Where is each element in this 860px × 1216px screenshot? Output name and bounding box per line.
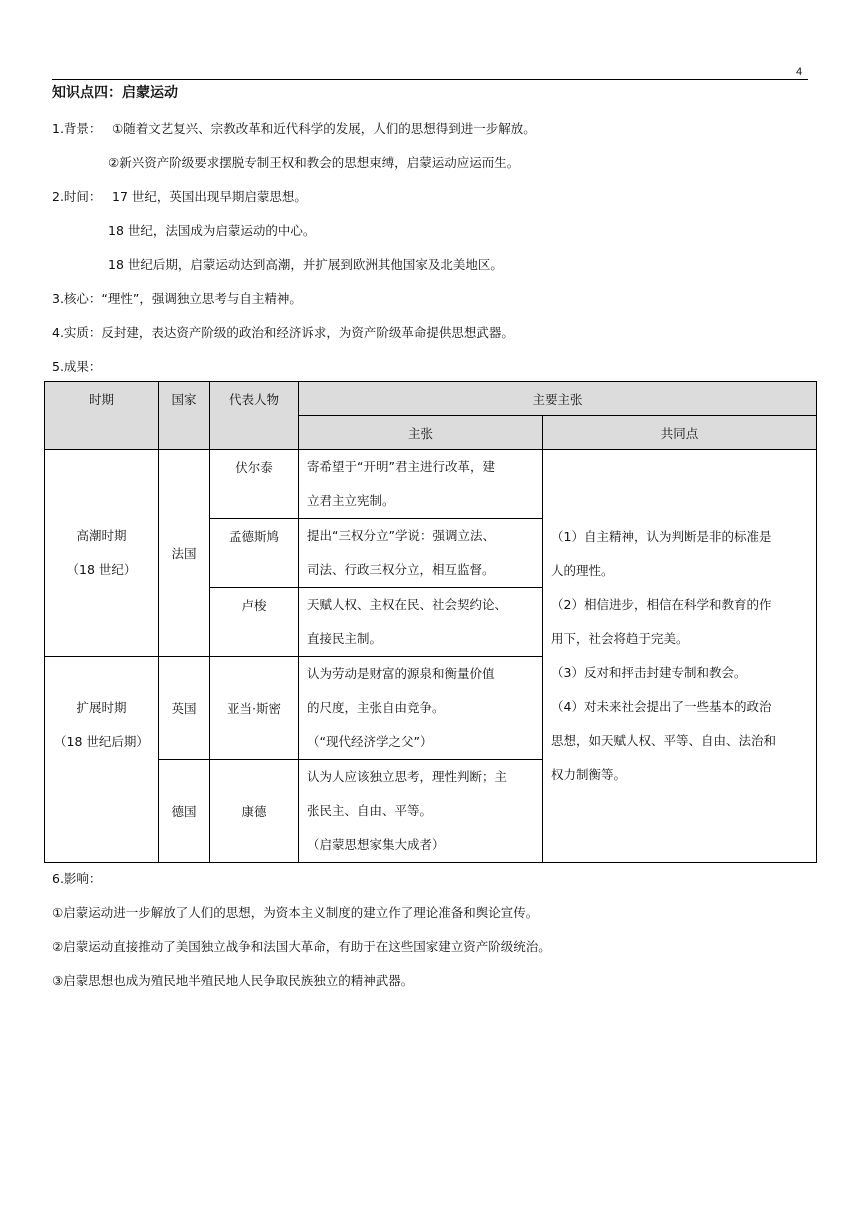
time-item-3: 18 世纪后期，启蒙运动达到高潮，并扩展到欧洲其他国家及北美地区。 [108,257,503,272]
section-title: 知识点四：启蒙运动 [52,85,178,101]
results-label: 5.成果： [52,359,102,374]
claim-line: 天赋人权、主权在民、社会契约论、 [307,597,508,612]
impact-item-1: ①启蒙运动进一步解放了人们的思想，为资本主义制度的建立作了理论准备和舆论宣传。 [52,905,539,920]
country-cell: 法国 [159,450,210,657]
country-cell: 英国 [159,657,210,760]
period-cell-1 [45,450,159,657]
common-line: （2）相信进步，相信在科学和教育的作 [551,597,772,612]
period-cell-2 [45,657,159,863]
impact-label: 6.影响： [52,871,102,886]
header-claim: 主张 [299,416,543,450]
claim-cell [299,760,543,863]
period-label: 高潮时期 [76,528,127,543]
claim-line: （启蒙思想家集大成者） [307,837,445,852]
core-line: 3.核心：“理性”，强调独立思考与自主精神。 [52,291,302,306]
results-table [44,381,817,863]
time-label: 2.时间： [52,189,102,204]
figure-cell: 卢梭 [210,588,299,657]
header-rule [52,79,808,80]
figure-cell: 孟德斯鸠 [210,519,299,588]
figure-cell: 伏尔泰 [210,450,299,519]
essence-line: 4.实质：反封建，表达资产阶级的政治和经济诉求，为资产阶级革命提供思想武器。 [52,325,514,340]
time-item-2: 18 世纪，法国成为启蒙运动的中心。 [108,223,316,238]
header-common: 共同点 [543,416,817,450]
claim-line: 寄希望于“开明”君主进行改革，建 [307,459,495,474]
claim-line: 直接民主制。 [307,631,383,646]
period-label: 扩展时期 [76,700,127,715]
claim-line: 的尺度，主张自由竞争。 [307,700,445,715]
period-sublabel: （18 世纪后期） [54,734,149,749]
claim-cell [299,657,543,760]
claim-line: 提出“三权分立”学说：强调立法、 [307,528,495,543]
figure-cell: 亚当·斯密 [210,657,299,760]
claim-line: 立君主立宪制。 [307,493,395,508]
header-figure: 代表人物 [210,382,299,450]
common-line: 用下，社会将趋于完美。 [551,631,689,646]
claim-cell [299,588,543,657]
time-item-1: 17 世纪，英国出现早期启蒙思想。 [112,189,307,204]
claim-line: 张民主、自由、平等。 [307,803,433,818]
impact-item-3: ③启蒙思想也成为殖民地半殖民地人民争取民族独立的精神武器。 [52,973,414,988]
common-line: 思想，如天赋人权、平等、自由、法治和 [551,733,777,748]
claim-line: 认为劳动是财富的源泉和衡量价值 [307,666,495,681]
country-cell: 德国 [159,760,210,863]
common-line: （4）对未来社会提出了一些基本的政治 [551,699,772,714]
impact-item-2: ②启蒙运动直接推动了美国独立战争和法国大革命，有助于在这些国家建立资产阶级统治。 [52,939,551,954]
common-line: （3）反对和抨击封建专制和教会。 [551,665,747,680]
header-country: 国家 [159,382,210,450]
header-main: 主要主张 [299,382,817,416]
background-label: 1.背景： [52,121,102,136]
claim-cell [299,450,543,519]
claim-line: 认为人应该独立思考，理性判断；主 [307,769,508,784]
common-line: （1）自主精神，认为判断是非的标准是 [551,529,772,544]
background-item-1: ①随着文艺复兴、宗教改革和近代科学的发展，人们的思想得到进一步解放。 [112,121,536,136]
header-period: 时期 [45,382,159,450]
claim-line: （“现代经济学之父”） [307,734,433,749]
common-line: 权力制衡等。 [551,767,627,782]
background-item-2: ②新兴资产阶级要求摆脱专制王权和教会的思想束缚，启蒙运动应运而生。 [108,155,520,170]
claim-line: 司法、行政三权分立，相互监督。 [307,562,495,577]
common-points-cell [543,450,817,863]
figure-cell: 康德 [210,760,299,863]
period-sublabel: （18 世纪） [66,562,137,577]
page-number: 4 [796,66,803,78]
claim-cell [299,519,543,588]
common-line: 人的理性。 [551,563,614,578]
